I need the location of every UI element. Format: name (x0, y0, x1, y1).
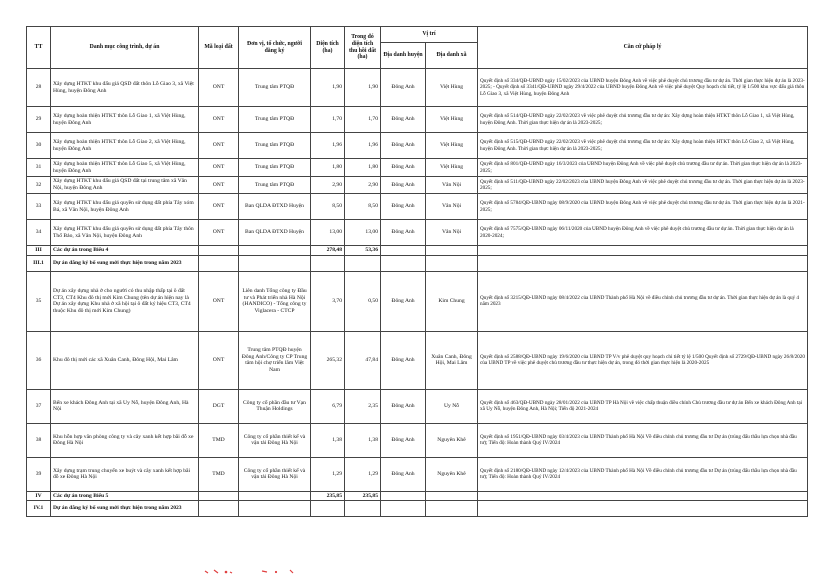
row-org: Trung tâm PTQĐ (239, 133, 311, 159)
row-project-name: Xây dựng hoàn thiện HTKT thôn Lỗ Giao 5, xã Việt Hùng, huyện Đông Anh (51, 159, 199, 177)
row-legal-basis: Quyết định số 463/QĐ-UBND ngày 28/01/2022 của UBND TP Hà Nội về việc chấp thuận điều chỉnh Chủ trương đầu tư dự án Bến xe khách Đông Anh tại xã Uy Nỗ, huyện Đông Anh, Hà Nội; Tiến độ 2021-2024 (478, 389, 808, 423)
header-location: Vị trí (381, 27, 478, 43)
header-project: Danh mục công trình, dự án (51, 27, 199, 69)
row-commune: Xuân Canh, Đông Hội, Mai Lâm (426, 331, 478, 389)
row-legal-basis: Quyết định số 801/QĐ-UBND ngày 16/3/2023 của UBND huyện Đông Anh về việc phê duyệt chủ trương đầu tư dự án. Thời gian thực hiện dự án là 2023-2025; (478, 159, 808, 177)
row-land-code: TMD (199, 457, 239, 491)
row-legal-basis: Quyết định số 2588/QĐ-UBND ngày 19/6/2020 của UBND TP V/v phê duyệt quy hoạch chi tiết tỷ lệ 1/500 Quyết định số 2729/QĐ-UBND ngày 26/8/2020 của UBND TP về việc phê duyệt chủ trương đầu tư thực hiện dự án, trong đó thời gian thực hiện là 2020-2025 (478, 331, 808, 389)
row-district: Đông Anh (381, 457, 426, 491)
row-commune: Uy Nỗ (426, 389, 478, 423)
row-org: Công ty cổ phần thiết kế và vận tải Đông Hà Nội (239, 423, 311, 457)
row-legal-basis: Quyết định số 5784/QĐ-UBND ngày 08/9/2020 của UBND huyện Đông Anh về việc phê duyệt chủ trương đầu tư dự án. Thời gian thực hiện dự án là 2021-2025; (478, 194, 808, 220)
row-legal-basis: Quyết định số 7575/QĐ-UBND ngày 06/11/2020 của UBND huyện Đông Anh về việc phê duyệt chủ trương đầu tư dự án. Thời gian thực hiện dự án là 2020-2024; (478, 220, 808, 246)
total-area: 235,85 (311, 491, 345, 501)
row-recovered-area: 2,90 (345, 177, 381, 194)
total-label: Các dự án trong Biểu 5 (51, 491, 199, 501)
total-area: 278,48 (311, 246, 345, 256)
row-area: 13,00 (311, 220, 345, 246)
table-row (27, 389, 808, 423)
table-row (27, 69, 808, 107)
table-row (27, 457, 808, 491)
section-tt: IV.1 (27, 501, 51, 517)
row-tt: 39 (27, 457, 51, 491)
row-org: Trung tâm PTQĐ (239, 107, 311, 133)
row-recovered-area: 1,90 (345, 69, 381, 107)
row-land-code: DGT (199, 389, 239, 423)
row-district: Đông Anh (381, 423, 426, 457)
row-commune: Việt Hùng (426, 69, 478, 107)
row-org: Liên danh Tổng công ty Đầu tư và Phát triển nhà Hà Nội (HANDICO) - Tổng công ty Viglacera - CTCP (239, 271, 311, 331)
table-row (27, 271, 808, 331)
row-area: 1,70 (311, 107, 345, 133)
row-area: 1,90 (311, 69, 345, 107)
header-row (27, 27, 808, 43)
row-area: 6,79 (311, 389, 345, 423)
row-legal-basis: Quyết định số 2180/QĐ-UBND ngày 12/4/2023 của UBND Thành phố Hà Nội Về điều chỉnh chủ trương đầu tư Dự án (trúng đấu thầu lựa chọn nhà đầu tư); Tiến độ: Hoàn thành Quý IV/2024 (478, 457, 808, 491)
stamp-dot (275, 571, 277, 573)
row-area: 3,70 (311, 271, 345, 331)
row-area: 8,50 (311, 194, 345, 220)
row-land-code: ONT (199, 220, 239, 246)
row-tt: 33 (27, 194, 51, 220)
row-project-name: Xây dựng HTKT khu đấu giá QSD đất tại trung tâm xã Vân Nội, huyện Đông Anh (51, 177, 199, 194)
red-stamp-marks (0, 566, 830, 580)
row-district: Đông Anh (381, 389, 426, 423)
row-project-name: Xây dựng hoàn thiện HTKT thôn Lỗ Giao 2, xã Việt Hùng, huyện Đông Anh (51, 133, 199, 159)
table-row (27, 177, 808, 194)
header-commune: Địa danh xã (426, 43, 478, 69)
group-bieu-4-rows (27, 69, 808, 246)
row-commune: Nguyên Khê (426, 457, 478, 491)
row-org: Công ty cổ phần đầu tư Vạn Thuận Holdings (239, 389, 311, 423)
row-org: Trung tâm PTQĐ (239, 177, 311, 194)
table-row (27, 107, 808, 133)
header-area: Diện tích (ha) (311, 27, 345, 69)
header-land-code: Mã loại đất (199, 27, 239, 69)
row-area: 1,29 (311, 457, 345, 491)
row-land-code: ONT (199, 177, 239, 194)
row-district: Đông Anh (381, 177, 426, 194)
row-commune: Kim Chung (426, 271, 478, 331)
row-district: Đông Anh (381, 271, 426, 331)
row-org: Ban QLDA ĐTXD Huyện (239, 220, 311, 246)
row-project-name: Khu hỗn hợp văn phòng công ty và cây xanh kết hợp bãi đỗ xe Đông Hà Nội (51, 423, 199, 457)
row-recovered-area: 13,00 (345, 220, 381, 246)
row-tt: 38 (27, 423, 51, 457)
row-commune: Vân Nội (426, 177, 478, 194)
row-recovered-area: 8,50 (345, 194, 381, 220)
header-org: Đơn vị, tổ chức, người đăng ký (239, 27, 311, 69)
row-legal-basis: Quyết định số 511/QĐ-UBND ngày 22/02/2023 của UBND huyện Đông Anh về việc phê duyệt chủ trương đầu tư dự án. Thời gian thực hiện dự án là 2023-2025; (478, 177, 808, 194)
row-project-name: Khu đô thị mới các xã Xuân Canh, Đông Hội, Mai Lâm (51, 331, 199, 389)
row-legal-basis: Quyết định số 514/QĐ-UBND ngày 22/02/2023 về việc phê duyệt chủ trương đầu tư dự án: Xây dựng hoàn thiện HTKT thôn Lỗ Giao 1, xã Việt Hùng, huyện Đông Anh. Thời gian thực hiện dự án là 2023-2025; (478, 107, 808, 133)
row-project-name: Bến xe khách Đông Anh tại xã Uy Nỗ, huyện Đông Anh, Hà Nội (51, 389, 199, 423)
row-commune: Việt Hùng (426, 133, 478, 159)
row-district: Đông Anh (381, 194, 426, 220)
total-row-bieu-4 (27, 246, 808, 256)
row-district: Đông Anh (381, 69, 426, 107)
total-row-bieu-5 (27, 491, 808, 501)
header-tt: TT (27, 27, 51, 69)
header-legal-basis: Căn cứ pháp lý (478, 27, 808, 69)
total-recovered: 235,85 (345, 491, 381, 501)
row-tt: 29 (27, 107, 51, 133)
row-land-code: ONT (199, 194, 239, 220)
row-district: Đông Anh (381, 159, 426, 177)
row-tt: 37 (27, 389, 51, 423)
row-project-name: Xây dựng HTKT khu đấu giá quyền sử dụng đất phía Tây xóm Bá, xã Vân Nội, huyện Đông Anh (51, 194, 199, 220)
row-area: 1,96 (311, 133, 345, 159)
row-legal-basis: Quyết định số 334/QĐ-UBND ngày 15/02/2023 của UBND huyện Đông Anh về việc phê duyệt chủ trương đầu tư dự án. Thời gian thực hiện dự án là 2023-2025; - Quyết định số 3341/QĐ-UBND ngày 29/4/2022 của UBND huyện Đông Anh về việc phê duyệt Quy hoạch chi tiết, tỷ lệ 1/500 khu vực đấu giá thôn Lỗ Giao 3, xã Việt Hùng, huyện Đông Anh (478, 69, 808, 107)
row-commune: Vân Nội (426, 194, 478, 220)
row-recovered-area: 47,84 (345, 331, 381, 389)
row-project-name: Xây dựng trạm trung chuyển xe buýt và cây xanh kết hợp bãi đỗ xe Đông Hà Nội (51, 457, 199, 491)
row-tt: 28 (27, 69, 51, 107)
row-land-code: ONT (199, 331, 239, 389)
row-recovered-area: 1,29 (345, 457, 381, 491)
section-row-iv1 (27, 501, 808, 517)
row-district: Đông Anh (381, 133, 426, 159)
row-tt: 32 (27, 177, 51, 194)
section-label: Dự án đăng ký bổ sung mới thực hiện trong năm 2023 (51, 501, 199, 517)
row-tt: 34 (27, 220, 51, 246)
row-org: Công ty cổ phần thiết kế và vận tải Đông Hà Nội (239, 457, 311, 491)
row-area: 1,38 (311, 423, 345, 457)
row-recovered-area: 1,38 (345, 423, 381, 457)
row-project-name: Xây dựng HTKT khu đấu giá QSD đất thôn Lỗ Giao 3, xã Việt Hùng, huyện Đông Anh (51, 69, 199, 107)
total-recovered: 53,36 (345, 246, 381, 256)
row-area: 1,80 (311, 159, 345, 177)
row-commune: Việt Hùng (426, 159, 478, 177)
row-recovered-area: 0,50 (345, 271, 381, 331)
row-tt: 35 (27, 271, 51, 331)
row-land-code: ONT (199, 107, 239, 133)
table-row (27, 423, 808, 457)
section-row-iii1 (27, 255, 808, 271)
row-org: Trung tâm PTQĐ huyện Đông Anh/Công ty CP Trung tâm hội chợ triển lãm Việt Nam (239, 331, 311, 389)
total-tt: IV (27, 491, 51, 501)
row-recovered-area: 1,70 (345, 107, 381, 133)
stamp-mark (205, 570, 293, 573)
row-recovered-area: 1,96 (345, 133, 381, 159)
table-row (27, 331, 808, 389)
stamp-dot (225, 571, 228, 574)
group-bieu-5-rows (27, 271, 808, 491)
row-project-name: Xây dựng hoàn thiện HTKT thôn Lỗ Giao 1, xã Việt Hùng, huyện Đông Anh (51, 107, 199, 133)
row-commune: Vân Nội (426, 220, 478, 246)
row-legal-basis: Quyết định số 515/QĐ-UBND ngày 22/02/2023 về việc phê duyệt chủ trương đầu tư dự án: Xây dựng hoàn thiện HTKT thôn Lỗ Giao 2, xã Việt Hùng, huyện Đông Anh. Thời gian thực hiện dự án là 2023-2025; (478, 133, 808, 159)
row-legal-basis: Quyết định số 3215/QĐ-UBND ngày 08/4/2022 của UBND Thành phố Hà Nội về điều chỉnh chủ trương đầu tư dự án. Thời gian thực hiện dự án là quý 4 năm 2023 (478, 271, 808, 331)
row-area: 2,90 (311, 177, 345, 194)
row-district: Đông Anh (381, 331, 426, 389)
table-row (27, 220, 808, 246)
section-label: Dự án đăng ký bổ sung mới thực hiện trong năm 2023 (51, 255, 199, 271)
row-land-code: ONT (199, 133, 239, 159)
row-commune: Việt Hùng (426, 107, 478, 133)
row-land-code: ONT (199, 271, 239, 331)
row-land-code: ONT (199, 69, 239, 107)
row-recovered-area: 1,80 (345, 159, 381, 177)
row-tt: 36 (27, 331, 51, 389)
header-recovered-area: Trong đó diện tích thu hồi đất (ha) (345, 27, 381, 69)
row-land-code: TMD (199, 423, 239, 457)
row-area: 265,32 (311, 331, 345, 389)
row-org: Trung tâm PTQĐ (239, 159, 311, 177)
row-commune: Nguyên Khê (426, 423, 478, 457)
row-recovered-area: 2,35 (345, 389, 381, 423)
row-tt: 31 (27, 159, 51, 177)
total-tt: III (27, 246, 51, 256)
row-district: Đông Anh (381, 220, 426, 246)
row-org: Trung tâm PTQĐ (239, 69, 311, 107)
row-district: Đông Anh (381, 107, 426, 133)
header-district: Địa danh huyện (381, 43, 426, 69)
table-row (27, 159, 808, 177)
row-project-name: Xây dựng HTKT khu đấu giá quyền sử dụng đất phía Tây thôn Thố Bảo, xã Vân Nội, huyện Đông Anh (51, 220, 199, 246)
table-row (27, 133, 808, 159)
row-tt: 30 (27, 133, 51, 159)
row-project-name: Dự án xây dựng nhà ở cho người có thu nhập thấp tại ô đất CT3, CT4 Khu đô thị mới Kim Chung (tên dự án hiện nay là Dự án xây dựng Khu nhà ở xã hội tại ô đất ký hiệu CT3, CT4 thuộc Khu đô thị mới Kim Chung) (51, 271, 199, 331)
land-use-table (26, 26, 808, 517)
table-row (27, 194, 808, 220)
row-land-code: ONT (199, 159, 239, 177)
row-org: Ban QLDA ĐTXD Huyện (239, 194, 311, 220)
row-legal-basis: Quyết định số 1951/QĐ-UBND ngày 03/4/2023 của UBND Thành phố Hà Nội Về điều chỉnh chủ trương đầu tư Dự án (trúng đấu thầu lựa chọn nhà đầu tư); Tiến độ: Hoàn thành Quý IV/2024 (478, 423, 808, 457)
total-label: Các dự án trong Biểu 4 (51, 246, 199, 256)
section-tt: III.1 (27, 255, 51, 271)
